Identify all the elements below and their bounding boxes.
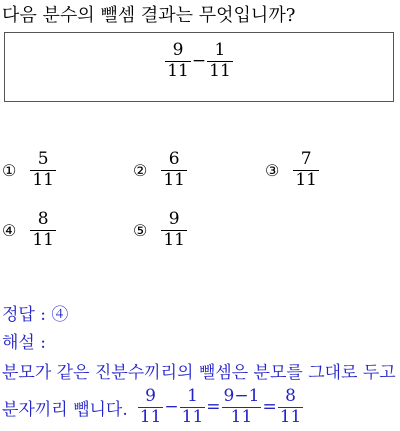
denominator: 11: [163, 169, 185, 190]
explanation-fraction-3: [222, 387, 262, 427]
numerator: 9: [168, 209, 180, 229]
explanation-fraction-2: [180, 387, 206, 427]
numerator: 8: [285, 386, 296, 406]
explanation-label: 해설 :: [2, 333, 46, 353]
denominator: 11: [32, 169, 54, 190]
problem-box: [4, 32, 394, 102]
choice-5[interactable]: [133, 210, 187, 250]
numerator: 8: [37, 209, 49, 229]
choice-marker: ③: [265, 160, 280, 180]
choice-marker: ④: [2, 220, 17, 240]
answer-value: ④: [51, 305, 69, 325]
problem-fraction-b: [207, 41, 233, 81]
denominator: 11: [181, 406, 204, 427]
minus-sign: −: [164, 397, 179, 418]
choice-marker: ⑤: [133, 220, 148, 240]
denominator: 11: [295, 169, 317, 190]
numerator: 1: [214, 40, 226, 60]
explanation-fraction-1: [138, 387, 164, 427]
choice-3[interactable]: [265, 150, 319, 190]
denominator: 11: [139, 406, 162, 427]
equals-sign: =: [206, 397, 221, 418]
explanation-line-2: [2, 387, 303, 427]
denominator: 11: [279, 406, 302, 427]
numerator: 9: [172, 40, 184, 60]
choice-fraction: [161, 210, 187, 250]
choice-fraction: [30, 210, 56, 250]
denominator: 11: [167, 60, 189, 81]
denominator: 11: [32, 229, 54, 250]
choice-marker: ②: [133, 160, 148, 180]
denominator: 11: [209, 60, 231, 81]
numerator: 9: [145, 386, 156, 406]
answer-line: [2, 300, 68, 325]
choice-1[interactable]: [2, 150, 56, 190]
denominator: 11: [163, 229, 185, 250]
explanation-fraction-4: [278, 387, 304, 427]
equals-sign: =: [262, 397, 277, 418]
explanation-line-1: 분모가 같은 진분수끼리의 뺄셈은 분모를 그대로 두고: [2, 363, 396, 383]
answer-label: 정답 :: [2, 305, 46, 325]
minus-sign: −: [191, 51, 207, 72]
numerator: 7: [300, 149, 312, 169]
choice-marker: ①: [2, 160, 17, 180]
choice-fraction: [293, 150, 319, 190]
explanation-text: 분자끼리 뺍니다.: [2, 399, 128, 420]
question-text: 다음 분수의 뺄셈 결과는 무엇입니까?: [2, 5, 296, 26]
problem-expression: [5, 41, 393, 81]
choice-2[interactable]: [133, 150, 187, 190]
choice-fraction: [161, 150, 187, 190]
numerator: 6: [168, 149, 180, 169]
problem-fraction-a: [165, 41, 191, 81]
numerator: 1: [187, 386, 198, 406]
choice-fraction: [30, 150, 56, 190]
denominator: 11: [230, 406, 253, 427]
numerator: 5: [37, 149, 49, 169]
choice-4[interactable]: [2, 210, 56, 250]
numerator: 9−1: [223, 386, 260, 406]
